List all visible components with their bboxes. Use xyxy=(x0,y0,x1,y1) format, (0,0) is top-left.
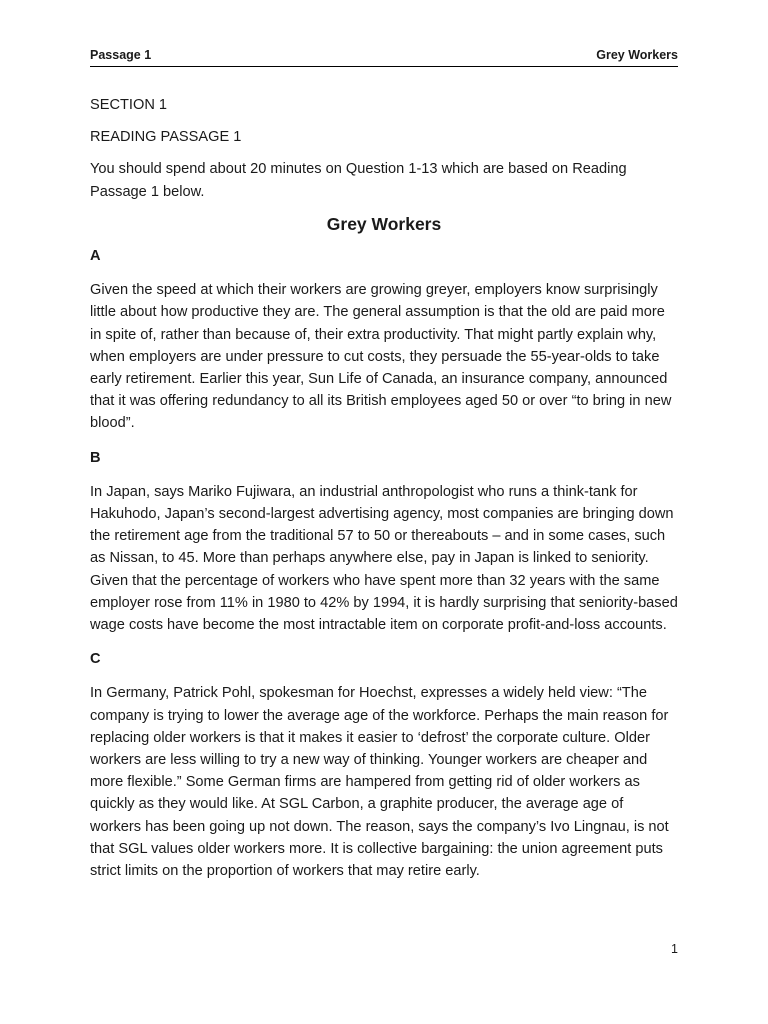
section-heading: SECTION 1 xyxy=(90,97,168,113)
section-a-paragraph: Given the speed at which their workers are growing greyer, employers know surprisingly little about how productive they are. The general assumption is that the old are paid more in spite of, rather than because of, their extra productivity. That might partly explain why, when employers are under pressure to cut costs, they persuade the 55-year-olds to take early retirement. Earlier this year, Sun Life of Canada, an insurance company, announced that it was offering redundancy to all its British employees aged 50 or over “to bring in new blood”. xyxy=(90,282,672,432)
document-page xyxy=(90,0,678,1024)
page-number: 1 xyxy=(671,942,678,956)
section-c-paragraph: In Germany, Patrick Pohl, spokesman for Hoechst, expresses a widely held view: “The company is trying to lower the average age of the workforce. Perhaps the main reason for replacing older workers is that it makes it easier to ‘defrost’ the corporate culture. Older workers are less willing to try a new way of thinking. Younger workers are cheaper and more flexible.” Some German firms are hampered from getting rid of older workers as quickly as they would like. At SGL Carbon, a graphite producer, the average age of workers has been going up not down. The reason, says the company’s Ivo Lingnau, is not that SGL values older workers more. It is collective bargaining: the union agreement puts strict limits on the proportion of workers that may retire early. xyxy=(90,685,669,880)
reading-passage-heading: READING PASSAGE 1 xyxy=(90,129,242,146)
instruction-text: You should spend about 20 minutes on Question 1-13 which are based on Reading Passage 1 below. xyxy=(90,161,627,200)
header-passage-label: Passage 1 xyxy=(90,48,152,62)
document-body xyxy=(90,94,678,894)
section-letter-b: B xyxy=(90,449,101,466)
page-header xyxy=(90,48,678,67)
passage-title: Grey Workers xyxy=(326,213,442,234)
section-letter-a: A xyxy=(90,248,101,265)
section-b-paragraph: In Japan, says Mariko Fujiwara, an industrial anthropologist who runs a think-tank for Hakuhodo, Japan’s second-largest advertising agency, most companies are bringing down the retirement age from the traditional 57 to 50 or thereabouts – and in some cases, such as Nissan, to 45. More than perhaps anywhere else, pay in Japan is linked to seniority. Given that the percentage of workers who have spent more than 32 years with the same employer rose from 11% in 1980 to 42% by 1994, it is hardly surprising that seniority-based wage costs have become the most intractable item on corporate profit-and-loss accounts. xyxy=(90,483,678,634)
section-letter-c: C xyxy=(90,651,101,668)
header-title: Grey Workers xyxy=(596,48,678,62)
